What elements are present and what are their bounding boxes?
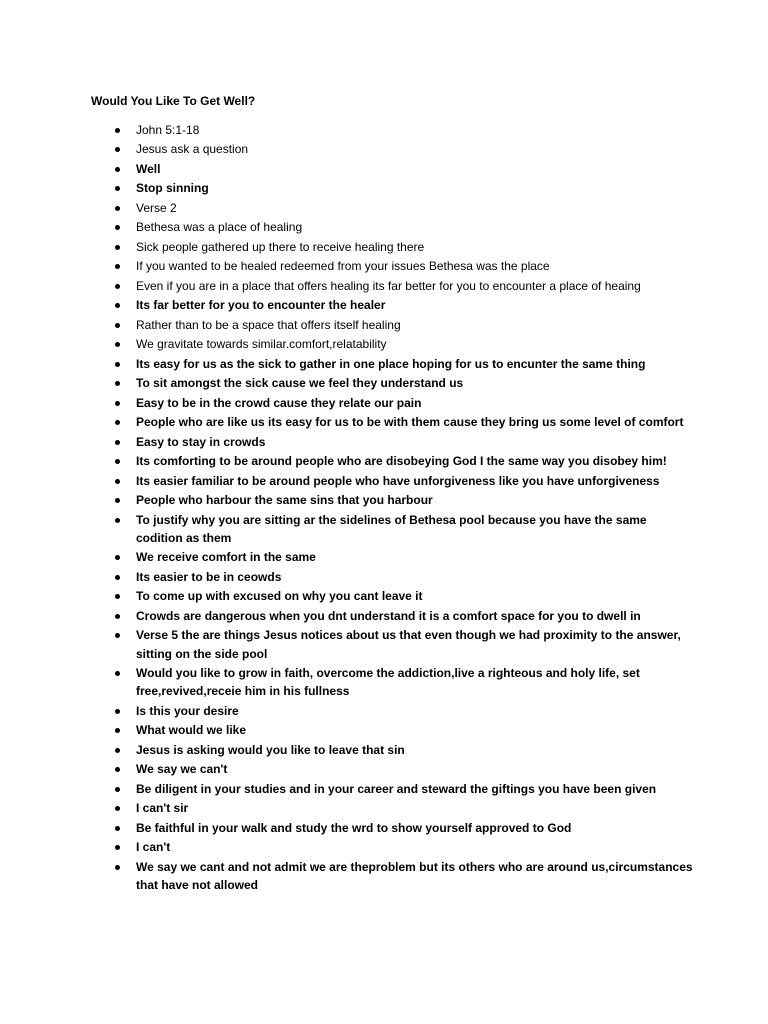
list-item-text: To justify why you are sitting ar the sidelines of Bethesa pool because you have the same codition as them — [136, 512, 647, 545]
list-item-text: We gravitate towards similar.comfort,relatability — [136, 337, 387, 352]
list-item — [0, 413, 696, 431]
bullet-icon — [115, 479, 120, 484]
list-item-text: Sick people gathered up there to receive healing there — [136, 239, 425, 254]
bullet-icon — [115, 826, 120, 831]
list-item-text: I can't — [136, 840, 171, 855]
list-item-text: Its easier to be in ceowds — [136, 569, 282, 584]
list-item-text: Its easy for us as the sick to gather in one place hoping for us to encunter the same thing — [136, 356, 646, 371]
bullet-icon — [115, 342, 120, 347]
list-item-text: John 5:1-18 — [136, 123, 200, 137]
list-item — [0, 160, 696, 178]
bullet-icon — [115, 225, 120, 230]
list-item — [0, 277, 696, 295]
document-title: Would You Like To Get Well? — [91, 94, 256, 108]
list-item-text: We say we cant and not admit we are theproblem but its others who are around us,circumstances that have not allowed — [136, 859, 693, 893]
list-item-text: Crowds are dangerous when you dnt understand it is a comfort space for you to dwell in — [136, 608, 641, 623]
bullet-list — [0, 121, 768, 896]
list-item-text: If you wanted to be healed redeemed from your issues Bethesa was the place — [136, 259, 550, 274]
list-item — [0, 568, 696, 586]
list-item-text: I can't sir — [136, 801, 189, 816]
list-item — [0, 199, 696, 217]
list-item — [0, 741, 696, 759]
bullet-icon — [115, 186, 120, 191]
list-item — [0, 491, 696, 509]
bullet-icon — [115, 806, 120, 811]
list-item-text: We say we can't — [136, 762, 228, 777]
bullet-icon — [115, 420, 120, 425]
bullet-icon — [115, 284, 120, 289]
list-item-text: Rather than to be a space that offers itself healing — [136, 317, 401, 332]
bullet-icon — [115, 767, 120, 772]
bullet-icon — [115, 381, 120, 386]
bullet-icon — [115, 264, 120, 269]
bullet-icon — [115, 865, 120, 870]
bullet-icon — [115, 518, 120, 523]
list-item — [0, 394, 696, 412]
list-item — [0, 179, 696, 197]
list-item-text: Be faithful in your walk and study the wrd to show yourself approved to God — [136, 820, 572, 835]
list-item — [0, 819, 696, 837]
list-item-text: Its easier familiar to be around people who have unforgiveness like you have unforgiveness — [136, 473, 660, 488]
bullet-icon — [115, 440, 120, 445]
list-item — [0, 452, 696, 470]
list-item — [0, 433, 696, 451]
list-item-text: Its far better for you to encounter the healer — [136, 298, 386, 313]
list-item — [0, 355, 696, 373]
bullet-icon — [115, 459, 120, 464]
list-item-text: Verse 2 — [136, 200, 177, 215]
list-item — [0, 548, 696, 566]
list-item — [0, 626, 696, 663]
bullet-icon — [115, 594, 120, 599]
list-item — [0, 858, 696, 895]
bullet-icon — [115, 728, 120, 733]
list-item-text: Easy to be in the crowd cause they relate our pain — [136, 395, 422, 410]
list-item — [0, 218, 696, 236]
list-item-text: Easy to stay in crowds — [136, 434, 266, 449]
list-item-text: People who harbour the same sins that you harbour — [136, 493, 433, 508]
bullet-icon — [115, 555, 120, 560]
list-item-text: Its comforting to be around people who are disobeying God I the same way you disobey him! — [136, 454, 667, 469]
list-item-text: Even if you are in a place that offers healing its far better for you to encounter a place of heaing — [136, 278, 641, 293]
list-item — [0, 664, 696, 701]
bullet-icon — [115, 323, 120, 328]
list-item — [0, 780, 696, 798]
list-item — [0, 316, 696, 334]
bullet-icon — [115, 709, 120, 714]
list-item — [0, 607, 696, 625]
list-item-text: What would we like — [136, 723, 247, 738]
bullet-icon — [115, 575, 120, 580]
list-item — [0, 587, 696, 605]
bullet-icon — [115, 206, 120, 211]
list-item — [0, 335, 696, 353]
list-item-text: To come up with excused on why you cant leave it — [136, 589, 423, 604]
bullet-icon — [115, 245, 120, 250]
bullet-icon — [115, 147, 120, 152]
list-item-text: Be diligent in your studies and in your career and steward the giftings you have been given — [136, 781, 657, 796]
list-item-text: Verse 5 the are things Jesus notices about us that even though we had proximity to the answer, sitting on the side pool — [136, 628, 681, 661]
list-item-text: Is this your desire — [136, 703, 239, 718]
bullet-icon — [115, 845, 120, 850]
bullet-icon — [115, 787, 120, 792]
list-item-text: Bethesa was a place of healing — [136, 220, 303, 235]
bullet-icon — [115, 633, 120, 638]
list-item — [0, 121, 696, 139]
bullet-icon — [115, 401, 120, 406]
list-item — [0, 296, 696, 314]
list-item-text: Well — [136, 161, 161, 176]
bullet-icon — [115, 671, 120, 676]
list-item — [0, 799, 696, 817]
list-item-text: People who are like us its easy for us to be with them cause they bring us some level of comfort — [136, 415, 684, 430]
bullet-icon — [115, 362, 120, 367]
list-item-text: We receive comfort in the same — [136, 550, 316, 565]
list-item — [0, 257, 696, 275]
list-item — [0, 374, 696, 392]
list-item — [0, 702, 696, 720]
list-item — [0, 721, 696, 739]
bullet-icon — [115, 498, 120, 503]
list-item — [0, 238, 696, 256]
list-item-text: Would you like to grow in faith, overcome the addiction,live a righteous and holy life, set free,revived,receie him in his fullness — [136, 666, 640, 699]
list-item-text: To sit amongst the sick cause we feel they understand us — [136, 376, 464, 391]
list-item — [0, 838, 696, 856]
list-item — [0, 760, 696, 778]
list-item-text: Jesus ask a question — [136, 142, 249, 157]
list-item — [0, 140, 696, 158]
bullet-icon — [115, 303, 120, 308]
list-item — [0, 472, 696, 490]
list-item-text: Stop sinning — [136, 181, 209, 196]
list-item-text: Jesus is asking would you like to leave that sin — [136, 742, 405, 757]
bullet-icon — [115, 614, 120, 619]
bullet-icon — [115, 167, 120, 172]
bullet-icon — [115, 748, 120, 753]
bullet-icon — [115, 128, 120, 133]
list-item — [0, 511, 696, 548]
